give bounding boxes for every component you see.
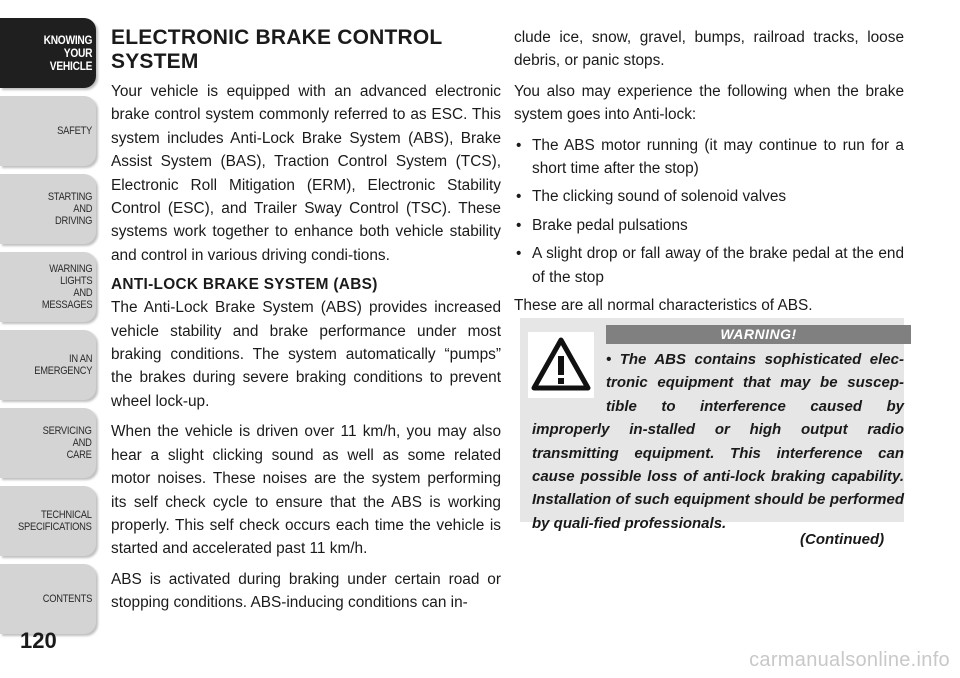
sidebar-tab-label: CONTENTS (42, 593, 92, 605)
abs-heading: ANTI-LOCK BRAKE SYSTEM (ABS) (111, 276, 378, 294)
sidebar-tab[interactable] (0, 252, 96, 322)
sidebar-tab-label: SAFETY (57, 125, 92, 137)
sidebar-tab-label: SERVICING AND CARE (43, 425, 92, 461)
abs-paragraph-1: The Anti-Lock Brake System (ABS) provides increased vehicle stability and brake performance under most braking conditions. The system automatically “pumps” the brakes during severe braking conditions to prevent wheel lock-up. (111, 299, 501, 410)
right-column (514, 26, 904, 324)
closing-paragraph: These are all normal characteristics of ABS. (514, 297, 813, 315)
anti-lock-lead-paragraph: You also may experience the following when the brake system goes into Anti-lock: (514, 82, 904, 124)
section-title: ELECTRONIC BRAKE CONTROL SYSTEM (111, 26, 443, 73)
list-item: • The clicking sound of solenoid valves (514, 185, 904, 208)
sidebar-tab-label: TECHNICAL SPECIFICATIONS (18, 509, 92, 533)
sidebar-tab-label: IN AN EMERGENCY (34, 353, 92, 377)
warning-box (520, 318, 904, 532)
sidebar-tab[interactable] (0, 564, 96, 634)
sidebar-tab[interactable] (0, 18, 96, 88)
sidebar-tab-label: KNOWING YOUR VEHICLE (43, 32, 92, 73)
warning-text (532, 348, 904, 535)
warning-header: WARNING! (606, 325, 911, 344)
list-item: • A slight drop or fall away of the brake pedal at the end of the stop (514, 242, 904, 289)
sidebar-tab[interactable] (0, 330, 96, 400)
sidebar-tab[interactable] (0, 486, 96, 556)
abs-paragraph-2: When the vehicle is driven over 11 km/h, you may also hear a slight clicking sound as well as some related motor noises. These noises are the system performing its self check cycle to ensure that the ABS is working properly. This self check occurs each time the vehicle is started and accelerated past 11 km/h. (111, 423, 501, 558)
continued-label: (Continued) (800, 531, 885, 548)
left-column (111, 26, 501, 622)
anti-lock-effects-list (514, 134, 904, 289)
continuation-paragraph: clude ice, snow, gravel, bumps, railroad tracks, loose debris, or panic stops. (514, 29, 904, 70)
intro-paragraph: Your vehicle is equipped with an advanced electronic brake control system commonly referred to as ESC. This system includes Anti-Lock Brake System (ABS), Brake Assist System (BAS), Traction Control System (TCS), Electronic Roll Mitigation (ERM), Electronic Stability Control (ESC), and Trailer Sway Control (TSC). These systems work together to enhance both vehicle stability and control in various driving condi-tions. (111, 83, 501, 264)
list-item: • The ABS motor running (it may continue to run for a short time after the stop) (514, 134, 904, 181)
abs-paragraph-3: ABS is activated during braking under certain road or stopping conditions. ABS-inducing conditions can in- (111, 570, 501, 612)
sidebar-tab[interactable] (0, 174, 96, 244)
page-number: 120 (20, 628, 57, 653)
sidebar-tab-label: STARTING AND DRIVING (47, 191, 92, 227)
sidebar-tab-label: WARNING LIGHTS AND MESSAGES (41, 263, 92, 311)
sidebar-tab[interactable] (0, 408, 96, 478)
list-item: • Brake pedal pulsations (514, 214, 904, 237)
sidebar-tab[interactable] (0, 96, 96, 166)
warning-text-body: • The ABS contains sophisticated elec-tronic equipment that may be suscep-tible to interference caused by improperly in-stalled or high output radio transmitting equipment. This interference can cause possible loss of anti-lock braking capability. Installation of such equipment should be performed by quali-fied professionals. (532, 351, 904, 532)
watermark: carmanualsonline.info (749, 649, 950, 671)
